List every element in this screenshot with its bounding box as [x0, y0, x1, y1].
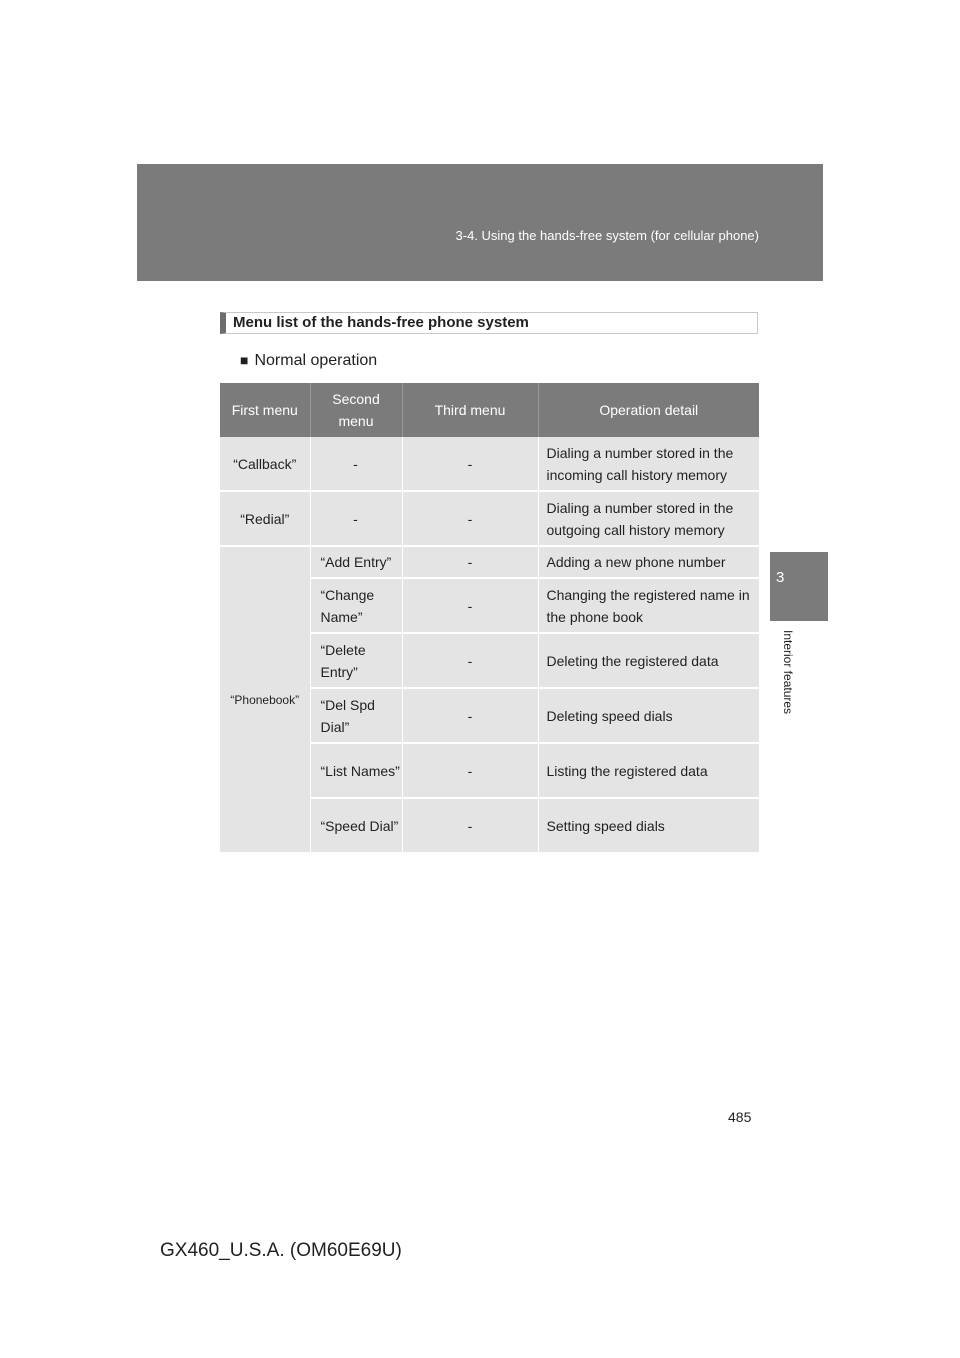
first-menu-cell: “Callback” — [220, 437, 310, 491]
section-title: 3-4. Using the hands-free system (for cellular phone) — [455, 228, 759, 243]
operation-detail-cell: Listing the registered data — [538, 743, 759, 798]
first-menu-cell-phonebook: “Phonebook” — [220, 546, 310, 853]
third-menu-cell: - — [402, 633, 538, 688]
square-bullet-icon: ■ — [240, 352, 249, 368]
operation-detail-cell: Deleting speed dials — [538, 688, 759, 743]
document-code: GX460_U.S.A. (OM60E69U) — [160, 1240, 402, 1261]
third-menu-cell: - — [402, 798, 538, 853]
header-first-menu: First menu — [220, 383, 310, 437]
operation-detail-cell: Dialing a number stored in the outgoing call history memory — [538, 491, 759, 546]
operation-detail-cell: Setting speed dials — [538, 798, 759, 853]
third-menu-cell: - — [402, 743, 538, 798]
second-menu-cell: “Change Name” — [310, 578, 402, 633]
chapter-tab — [770, 552, 828, 621]
table-row — [220, 437, 759, 491]
header-band — [137, 164, 823, 281]
header-third-menu: Third menu — [402, 383, 538, 437]
subheading-text: Normal operation — [254, 352, 378, 369]
operation-detail-cell: Dialing a number stored in the incoming call history memory — [538, 437, 759, 491]
third-menu-cell: - — [402, 491, 538, 546]
first-menu-cell: “Redial” — [220, 491, 310, 546]
chapter-number: 3 — [776, 569, 785, 586]
second-menu-cell: “Speed Dial” — [310, 798, 402, 853]
section-heading — [220, 312, 758, 334]
second-menu-cell: “List Names” — [310, 743, 402, 798]
second-menu-cell: “Delete Entry” — [310, 633, 402, 688]
second-menu-cell: - — [310, 437, 402, 491]
table-row — [220, 491, 759, 546]
operation-detail-cell: Deleting the registered data — [538, 633, 759, 688]
operation-detail-cell: Adding a new phone number — [538, 546, 759, 578]
section-heading-text: Menu list of the hands-free phone system — [233, 314, 529, 331]
third-menu-cell: - — [402, 578, 538, 633]
subheading — [240, 352, 377, 370]
page-number: 485 — [728, 1109, 752, 1125]
table-header-row — [220, 383, 759, 437]
header-operation-detail: Operation detail — [538, 383, 759, 437]
third-menu-cell: - — [402, 546, 538, 578]
chapter-label: Interior features — [781, 630, 795, 715]
operation-detail-cell: Changing the registered name in the phone book — [538, 578, 759, 633]
second-menu-cell: - — [310, 491, 402, 546]
table-row — [220, 546, 759, 578]
second-menu-cell: “Del Spd Dial” — [310, 688, 402, 743]
second-menu-cell: “Add Entry” — [310, 546, 402, 578]
header-second-menu: Second menu — [310, 383, 402, 437]
third-menu-cell: - — [402, 688, 538, 743]
third-menu-cell: - — [402, 437, 538, 491]
menu-table — [220, 383, 759, 854]
